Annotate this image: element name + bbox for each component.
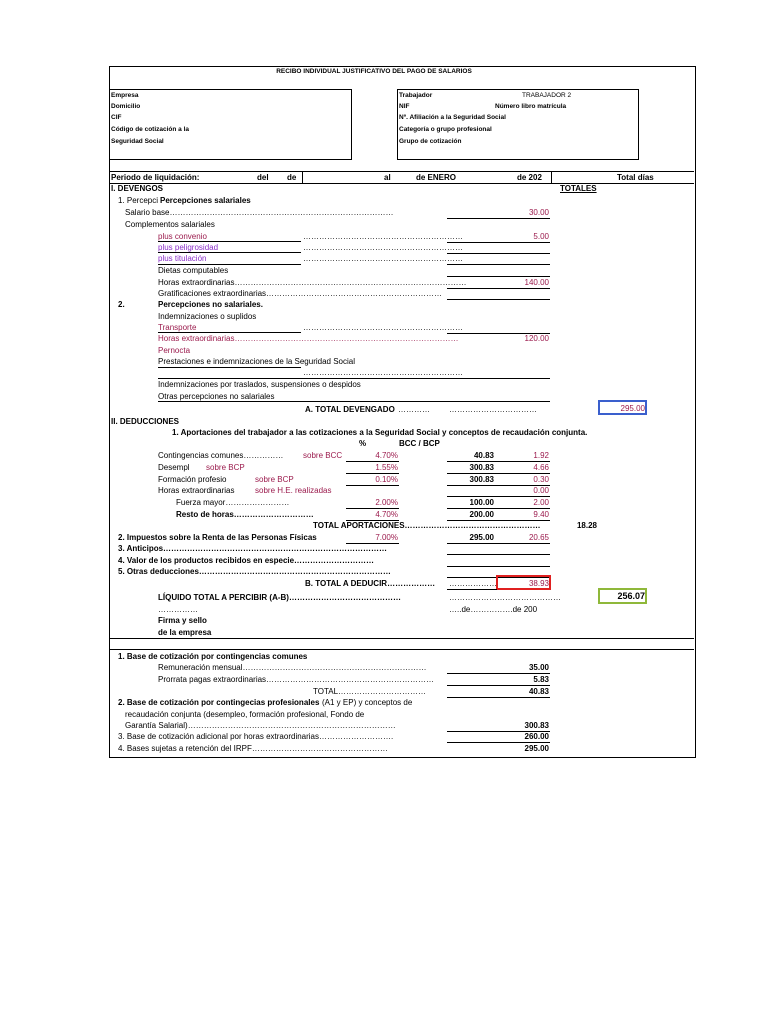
base-adicional-label: 3. Base de cotización adicional por horas extraordinarias……………………….: [118, 732, 394, 741]
firma-label: Firma y sello: [158, 616, 207, 625]
horas-extra-label: Horas extraordinarias……………………………………………………………………………: [158, 278, 467, 287]
remuneracion-value: 35.00: [528, 663, 549, 672]
desempleo-value: 4.66: [533, 463, 549, 472]
nif-label: NIF: [399, 103, 410, 110]
bases-irpf-value: 295.00: [524, 744, 549, 753]
contingencias-value-line: [447, 461, 550, 462]
company-box: [109, 89, 352, 160]
desempleo-value-line: [447, 473, 550, 474]
base-adicional-value: 260.00: [524, 732, 549, 741]
total-deducir-dots: ………………: [449, 579, 497, 588]
resto-horas-label: Resto de horas…………………………: [176, 510, 314, 519]
bases-second-line: [109, 649, 694, 650]
codigo-label-2: Seguridad Social: [111, 138, 164, 145]
period-de: de: [287, 173, 297, 182]
cif-label: CIF: [111, 114, 122, 121]
anticipos-label: 3. Anticipos…………………………………………………………………………: [118, 544, 388, 553]
especie-label: 4. Valor de los productos recibidos en especie…………………………: [118, 556, 375, 565]
document-title: RECIBO INDIVIDUAL JUSTIFICATIVO DEL PAGO DE SALARIOS: [276, 68, 472, 75]
devengos-heading: I. DEVENGOS: [111, 184, 164, 193]
liquido-dots: ……………………………………: [449, 593, 561, 602]
trabajador-value: TRABAJADOR 2: [522, 92, 572, 99]
sobre-he-label: sobre H.E. realizadas: [255, 486, 332, 495]
total-devengado-value: 295.00: [620, 404, 645, 413]
otras-percepciones-label: Otras percepciones no salariales: [158, 392, 275, 401]
irpf-value-line: [447, 543, 550, 544]
formacion-pct-line: [346, 485, 399, 486]
prestaciones-line: [158, 367, 301, 368]
plus-peligrosidad-line: [158, 252, 301, 253]
desempleo-pct: 1.55%: [375, 463, 398, 472]
totales-heading: TOTALES: [560, 184, 597, 193]
irpf-base: 295.00: [469, 533, 494, 542]
fuerza-mayor-value-line: [447, 508, 550, 509]
fecha-dots-left: ……………: [158, 605, 198, 614]
contingencias-pct: 4.70%: [375, 451, 398, 460]
desempleo-pct-line: [346, 473, 399, 474]
prorrata-value: 5.83: [533, 675, 549, 684]
fuerza-mayor-pct: 2.00%: [375, 498, 398, 507]
especie-value-line: [447, 566, 550, 567]
resto-horas-pct: 4.70%: [375, 510, 398, 519]
base-cp-value: 300.83: [524, 721, 549, 730]
dietas-label: Dietas computables: [158, 266, 229, 275]
base-cp-line-3: Garantía Salarial)……………………………………………………………………: [125, 721, 396, 730]
fuerza-mayor-value: 2.00: [533, 498, 549, 507]
prorrata-label: Prorrata pagas extraordinarias………………………………………………………: [158, 675, 435, 684]
formacion-pct: 0.10%: [375, 475, 398, 484]
period-month: de ENERO: [416, 173, 457, 182]
period-total-dias: Total días: [617, 173, 654, 182]
afiliacion-label: Nº. Afiliación a la Seguridad Social: [399, 114, 506, 121]
salario-base-line: [447, 218, 550, 219]
categoria-label: Categoría o grupo profesional: [399, 126, 492, 133]
indemnizaciones-label: Indemnizaciones o suplidos: [158, 312, 257, 321]
liquido-value: 256.07: [617, 591, 645, 601]
libro-matricula-label: Número libro matrícula: [495, 103, 567, 110]
period-al: al: [384, 173, 391, 182]
gratificaciones-label: Gratificaciones extraordinarias…………………………………………………………: [158, 289, 443, 298]
sobre-bcp-1-label: sobre BCP: [206, 463, 245, 472]
fuerza-mayor-label: Fuerza mayor……………………: [176, 498, 290, 507]
total-deducir-value: 38.93: [528, 579, 549, 588]
plus-convenio-label: plus convenio: [158, 232, 207, 241]
contingencias-base: 40.83: [473, 451, 494, 460]
resto-horas-base: 200.00: [469, 510, 494, 519]
prestaciones-full-line: [158, 378, 550, 379]
resto-horas-value: 9.40: [533, 510, 549, 519]
contingencias-value: 1.92: [533, 451, 549, 460]
bases-total-value: 40.83: [528, 687, 549, 696]
sobre-bcp-2-label: sobre BCP: [255, 475, 294, 484]
gratificaciones-value-line: [447, 299, 550, 300]
fuerza-mayor-pct-line: [346, 508, 399, 509]
total-deducir-line: [447, 589, 497, 590]
base-cc-label: 1. Base de cotización por contingencias comunes: [118, 652, 308, 661]
complementos-label: Complementos salariales: [125, 220, 215, 229]
prestaciones-label: Prestaciones e indemnizaciones de la Seguridad Social: [158, 357, 356, 366]
worker-box: [397, 89, 639, 160]
total-devengado-label: A. TOTAL DEVENGADO: [305, 405, 395, 414]
plus-peligrosidad-label: plus peligrosidad: [158, 243, 219, 252]
irpf-label: 2. Impuestos sobre la Renta de las Personas Físicas: [118, 533, 317, 542]
contingencias-pct-line: [346, 461, 399, 462]
formacion-base: 300.83: [469, 475, 494, 484]
trabajador-label: Trabajador: [399, 92, 433, 99]
period-year: de 202: [517, 173, 542, 182]
remuneracion-line: [447, 673, 550, 674]
anticipos-value-line: [447, 554, 550, 555]
domicilio-label: Domicilio: [111, 103, 141, 110]
plus-convenio-dots: ……………………………………………………: [303, 232, 463, 241]
contingencias-label: Contingencias comunes……………: [158, 451, 284, 460]
irpf-pct: 7.00%: [375, 533, 398, 542]
desempleo-base: 300.83: [469, 463, 494, 472]
total-deducir-label: B. TOTAL A DEDUCIR………………: [305, 579, 436, 588]
section-2-number: 2.: [118, 300, 125, 309]
horas-extra-ded-label: Horas extraordinarias: [158, 486, 235, 495]
base-cp-rest: (A1 y EP) y conceptos de: [322, 698, 413, 707]
transporte-dots: ……………………………………………………: [303, 323, 463, 332]
base-cp-line-2: recaudación conjunta (desempleo, formación profesional, Fondo de: [125, 710, 365, 719]
formacion-label: Formación profesio: [158, 475, 227, 484]
horas-extra-2-label: Horas extraordinarias…………………………………………………………………………: [158, 334, 459, 343]
horas-extra-value-line: [447, 288, 550, 289]
pct-header: %: [359, 439, 367, 448]
bases-total-line: [447, 697, 550, 698]
remuneracion-label: Remuneración mensual……………………………………………………………: [158, 663, 427, 672]
fuerza-mayor-base: 100.00: [469, 498, 494, 507]
fecha-line: …..de…………….de 200: [449, 605, 538, 614]
plus-titulacion-label: plus titulación: [158, 254, 207, 263]
horas-extra-ded-value: 0.00: [533, 486, 549, 495]
plus-titulacion-value-line: [447, 264, 550, 265]
pernocta-label: Pernocta: [158, 346, 191, 355]
empresa-label: Empresa: [111, 92, 139, 99]
desempleo-label: Desempl: [158, 463, 190, 472]
aportaciones-heading: 1. Aportaciones del trabajador a las cotizaciones a la Seguridad Social y conceptos de recaudación conjunta.: [172, 428, 588, 437]
grupo-cotizacion-label: Grupo de cotización: [399, 138, 462, 145]
bases-irpf-label: 4. Bases sujetas a retención del IRPF……………………………………………: [118, 744, 388, 753]
total-devengado-dots-1: …………: [398, 405, 430, 414]
base-cp-label: 2. Base de cotización por contingecias profesionales: [118, 698, 320, 707]
salario-base-label: Salario base…………………………………………………………………………: [125, 208, 394, 217]
plus-convenio-line: [158, 241, 301, 242]
empresa-firma-label: de la empresa: [158, 628, 212, 637]
deducciones-heading: II. DEDUCCIONES: [111, 417, 180, 426]
horas-extra-2-value: 120.00: [524, 334, 549, 343]
plus-peligrosidad-dots: ……………………………………………………: [303, 243, 463, 252]
horas-extra-value: 140.00: [524, 278, 549, 287]
percepciones-salariales-prefix: 1. Percepci: [118, 196, 159, 205]
transporte-line: [158, 332, 301, 333]
prestaciones-dots: ……………………………………………………: [303, 368, 463, 377]
period-del: del: [257, 173, 269, 182]
transporte-label: Transporte: [158, 323, 197, 332]
irpf-value: 20.65: [528, 533, 549, 542]
dietas-value-line: [447, 276, 550, 277]
plus-titulacion-line: [158, 264, 301, 265]
base-adicional-line: [447, 742, 550, 743]
prorrata-line: [447, 685, 550, 686]
formacion-value: 0.30: [533, 475, 549, 484]
otras-deducciones-label: 5. Otras deducciones………………………………………………………………: [118, 567, 391, 576]
plus-titulacion-dots: ……………………………………………………: [303, 254, 463, 263]
horas-extra-ded-line: [447, 496, 550, 497]
percepciones-salariales: Percepciones salariales: [160, 196, 251, 205]
otras-percepciones-line: [158, 401, 550, 402]
total-aportaciones-label: TOTAL APORTACIONES……………………………………………: [313, 521, 541, 530]
sobre-bcc-label: sobre BCC: [303, 451, 343, 460]
total-aportaciones-value: 18.28: [576, 521, 597, 530]
plus-convenio-value: 5.00: [533, 232, 549, 241]
liquido-label: LÍQUIDO TOTAL A PERCIBIR (A-B)……………………………………: [158, 593, 401, 602]
bases-top-line: [109, 638, 694, 639]
salario-base-value: 30.00: [528, 208, 549, 217]
indemnizaciones-traslados-label: Indemnizaciones por traslados, suspensiones o despidos: [158, 380, 361, 389]
bcc-bcp-header: BCC / BCP: [399, 439, 440, 448]
percepciones-no-salariales: Percepciones no salariales.: [158, 300, 263, 309]
total-devengado-dots-2: ……………………………: [449, 405, 537, 414]
period-label: Periodo de liquidación:: [111, 173, 200, 182]
bases-total-label: TOTAL……………………………: [313, 687, 427, 696]
codigo-label-1: Código de cotización a la: [111, 126, 190, 133]
